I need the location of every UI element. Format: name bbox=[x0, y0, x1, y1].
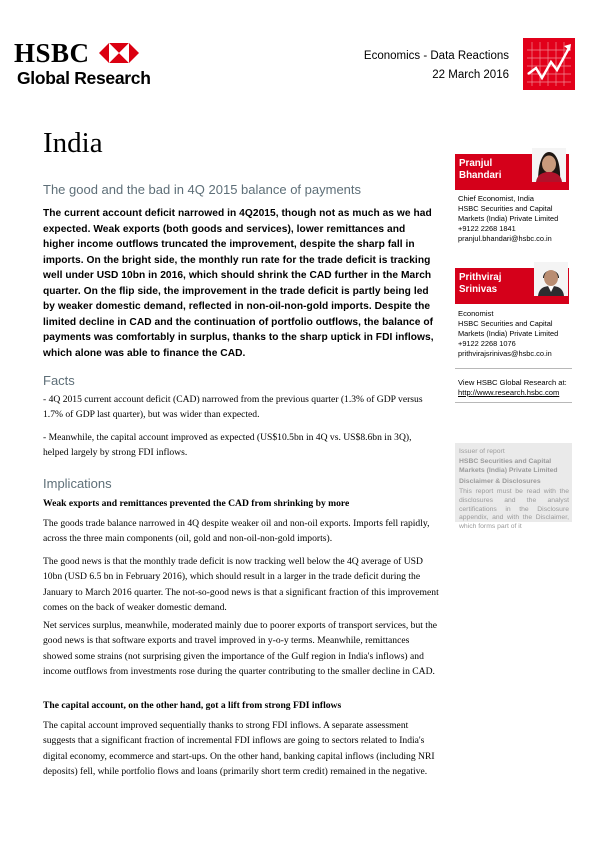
implications-subheading: Weak exports and remittances prevented the CAD from shrinking by more bbox=[43, 498, 350, 509]
author-firm: HSBC Securities and Capital Markets (India) Private Limited bbox=[458, 319, 559, 338]
report-date: 22 March 2016 bbox=[432, 69, 509, 81]
summary-paragraph: The current account deficit narrowed in 4Q2015, though not as much as we had expected. Weak exports (both goods and services), lower remittances and higher income outflows truncated the improvement, despite the sharp fall in imports. On the bright side, the monthly run rate for the trade deficit is tracking well under USD 10bn in 2016, which should shrink the CAD further in the March quarter. On the flip side, the improvement in the trade deficit is partly being led by weaker domestic demand, reflected in non-oil-non-gold imports. Despite the limited decline in CAD and the continuation of portfolio outflows, the balance of payments was comfortably in surplus, thanks to the sharp uptick in FDI inflows, which alone was able to finance the CAD. bbox=[43, 208, 434, 359]
author-photo bbox=[534, 262, 568, 296]
author-phone: +9122 2268 1076 bbox=[458, 339, 516, 348]
author-details bbox=[458, 194, 574, 244]
issuer-name: HSBC Securities and Capital Markets (India) Private Limited bbox=[459, 458, 558, 474]
author-last-name: Bhandari bbox=[459, 170, 502, 181]
issuer-label: Issuer of report bbox=[459, 448, 505, 455]
sidebar-divider bbox=[455, 368, 572, 369]
author-first-name: Prithviraj bbox=[459, 272, 502, 283]
author-firm: HSBC Securities and Capital Markets (India) Private Limited bbox=[458, 204, 559, 223]
author-email[interactable]: pranjul.bhandari@hsbc.co.in bbox=[458, 234, 552, 243]
hsbc-logo-wordmark: HSBC bbox=[14, 38, 90, 68]
issuer-disclaimer-box bbox=[455, 443, 572, 531]
body-paragraph: The goods trade balance narrowed in 4Q despite weaker oil and non-oil exports. Imports fell rapidly, across the three main components (oil, gold and non-oil-non-gold imports). bbox=[43, 518, 430, 545]
author-first-name: Pranjul bbox=[459, 158, 493, 169]
body-paragraph: Net services surplus, meanwhile, moderated mainly due to poorer exports of transport services, but the good news is that software exports and travel improved in y-o-y terms. Meanwhile, remittances showed some strains (not surprising given the importance of the Gulf region in India's inflows) and income outflows from investments rose during the quarter contributing to the smaller decline in CAD. bbox=[43, 620, 438, 677]
sidebar-divider bbox=[455, 402, 572, 403]
disclaimer-title: Disclaimer & Disclosures bbox=[459, 478, 541, 485]
capital-account-subheading: The capital account, on the other hand, got a lift from strong FDI inflows bbox=[43, 700, 342, 711]
author-title: Chief Economist, India bbox=[458, 194, 534, 203]
research-website-link[interactable]: http://www.research.hsbc.com bbox=[458, 387, 560, 397]
implications-heading: Implications bbox=[43, 476, 112, 491]
body-paragraph: The capital account improved sequentially thanks to strong FDI inflows. A separate assessment suggests that a significant fraction of incremental FDI inflows are going to sectors related to India's digital economy, ecommerce and start-ups. On the other hand, banking capital inflows (including NRI deposits) fell, while portfolio flows and loans (primarily short term credit) remained in the negative. bbox=[43, 720, 435, 777]
research-link-block bbox=[458, 378, 574, 397]
author-email[interactable]: prithvirajsrinivas@hsbc.co.in bbox=[458, 349, 552, 358]
author-title: Economist bbox=[458, 309, 494, 318]
hsbc-hexagon-logo-icon bbox=[99, 43, 139, 63]
fact-item: - Meanwhile, the capital account improved as expected (US$10.5bn in 4Q vs. US$8.6bn in 3Q), helped largely by strong FDI inflows. bbox=[43, 432, 412, 459]
disclaimer-text: This report must be read with the disclosures and the analyst certifications in the Disclosure appendix, and with the Disclaimer, which forms part of it bbox=[459, 488, 569, 531]
global-research-wordmark: Global Research bbox=[17, 68, 151, 88]
author-last-name: Srinivas bbox=[459, 284, 498, 295]
page-title: India bbox=[43, 127, 103, 159]
body-paragraph: The good news is that the monthly trade deficit is now tracking well below the 4Q average of USD 10bn (USD 6.5 bn in February 2016), which should result in a larger in the trade deficit during the January to March 2016 quarter. The not-so-good news is that a significant fraction of this improvement comes on the back of weaker domestic demand. bbox=[43, 556, 439, 613]
page-subtitle: The good and the bad in 4Q 2015 balance of payments bbox=[43, 182, 362, 197]
facts-heading: Facts bbox=[43, 373, 75, 388]
economics-chart-icon bbox=[523, 38, 575, 90]
fact-item: - 4Q 2015 current account deficit (CAD) narrowed from the previous quarter (1.3% of GDP versus 1.7% of GDP last quarter), but was wider than expected. bbox=[43, 394, 423, 421]
view-research-label: View HSBC Global Research at: bbox=[458, 378, 567, 387]
author-phone: +9122 2268 1841 bbox=[458, 224, 516, 233]
report-type: Economics - Data Reactions bbox=[363, 50, 509, 62]
author-photo bbox=[532, 148, 566, 182]
author-details bbox=[458, 309, 574, 359]
